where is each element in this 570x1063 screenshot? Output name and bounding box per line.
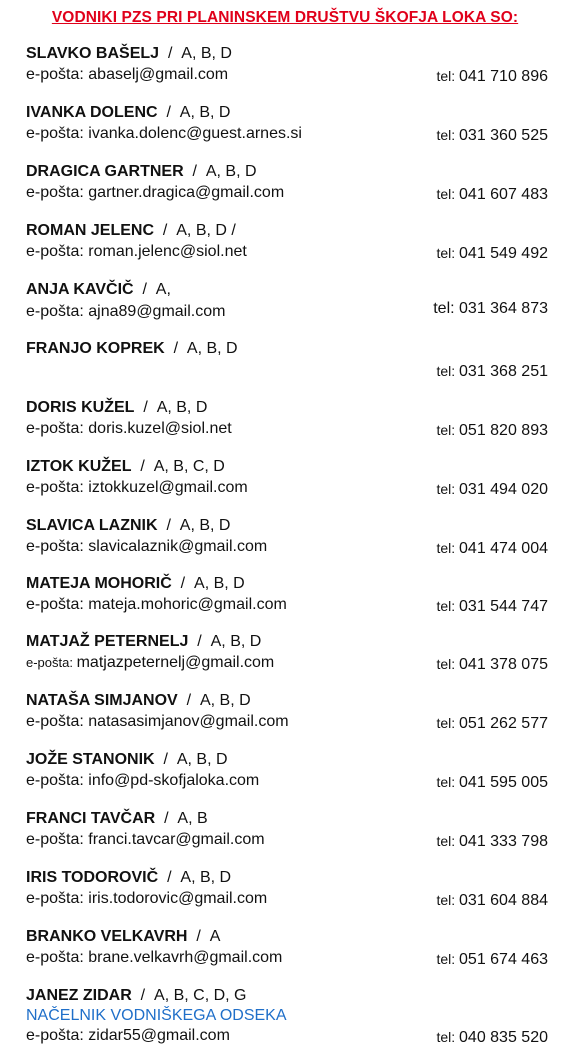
guide-name: MATJAŽ PETERNELJ (26, 633, 189, 650)
guide-email[interactable]: matjazpeternelj@gmail.com (76, 654, 275, 671)
guide-email[interactable]: mateja.mohoric@gmail.com (88, 596, 287, 613)
guide-phone[interactable]: 051 262 577 (459, 715, 548, 732)
guide-entry (26, 45, 556, 95)
email-label: e-pošta: (26, 303, 89, 320)
guide-categories: A, B, D (180, 869, 232, 886)
guide-entry (26, 928, 556, 978)
guide-categories: A, B, D (179, 104, 231, 121)
guide-entry (26, 987, 556, 1053)
phone-label: tel: (436, 363, 460, 379)
guide-entry (26, 575, 556, 625)
guide-name: FRANCI TAVČAR (26, 810, 156, 827)
guide-phone[interactable]: 041 595 005 (459, 774, 548, 791)
phone-label: tel: (436, 656, 460, 672)
guide-entry (26, 810, 556, 860)
guide-name: ANJA KAVČIČ (26, 281, 134, 298)
separator: / (187, 928, 210, 945)
separator: / (171, 575, 195, 592)
guide-role-note: NAČELNIK VODNIŠKEGA ODSEKA (26, 1007, 287, 1024)
phone-label: tel: (436, 598, 460, 614)
guide-categories: A, B, D (210, 633, 262, 650)
phone-label: tel: (436, 68, 460, 84)
guide-phone[interactable]: 031 364 873 (459, 300, 548, 317)
email-label: e-pošta: (26, 538, 89, 555)
guide-categories: A (209, 928, 221, 945)
separator: / (159, 45, 182, 62)
guide-phone[interactable]: 031 544 747 (459, 598, 548, 615)
separator: / (154, 222, 177, 239)
guide-categories: A, B, C, D, G (154, 987, 247, 1004)
guide-name: IVANKA DOLENC (26, 104, 158, 121)
guide-email[interactable]: zidar55@gmail.com (88, 1027, 230, 1044)
guide-email[interactable]: roman.jelenc@siol.net (88, 243, 247, 260)
guide-name: BRANKO VELKAVRH (26, 928, 188, 945)
guide-entry (26, 340, 556, 390)
guide-name: MATEJA MOHORIČ (26, 575, 172, 592)
guide-name: JANEZ ZIDAR (26, 987, 132, 1004)
guide-email[interactable]: doris.kuzel@siol.net (88, 420, 232, 437)
phone-label: tel: (436, 951, 460, 967)
phone-label: tel: (436, 774, 460, 790)
email-label: e-pošta: (26, 420, 89, 437)
guide-phone[interactable]: 041 333 798 (459, 833, 548, 850)
guide-email[interactable]: ajna89@gmail.com (88, 303, 226, 320)
guide-email[interactable]: slavicalaznik@gmail.com (88, 538, 268, 555)
email-label: e-pošta: (26, 655, 77, 670)
guide-entry (26, 104, 556, 154)
guide-email[interactable]: franci.tavcar@gmail.com (88, 831, 265, 848)
separator: / (133, 281, 156, 298)
guide-name: IZTOK KUŽEL (26, 458, 132, 475)
separator: / (131, 458, 154, 475)
email-label: e-pošta: (26, 949, 89, 966)
guide-name: ROMAN JELENC (26, 222, 155, 239)
separator: / (157, 517, 180, 534)
separator: / (188, 633, 211, 650)
email-label: e-pošta: (26, 184, 89, 201)
separator: / (177, 692, 200, 709)
phone-label: tel: (436, 245, 460, 261)
guide-entry (26, 633, 556, 683)
guide-phone[interactable]: 051 820 893 (459, 422, 548, 439)
guide-categories: A, B (177, 810, 208, 827)
guide-categories: A, B, D (156, 399, 208, 416)
guide-entry (26, 222, 556, 272)
guide-name: SLAVKO BAŠELJ (26, 45, 160, 62)
guide-entry (26, 751, 556, 801)
email-label: e-pošta: (26, 890, 89, 907)
guide-phone[interactable]: 031 368 251 (459, 363, 548, 380)
guide-categories: A, B, D / (176, 222, 236, 239)
guide-entry (26, 458, 556, 508)
guide-phone[interactable]: 041 378 075 (459, 656, 548, 673)
guide-email[interactable]: gartner.dragica@gmail.com (88, 184, 285, 201)
guide-email[interactable]: iztokkuzel@gmail.com (88, 479, 248, 496)
guide-email[interactable]: abaselj@gmail.com (88, 66, 229, 83)
guide-phone[interactable]: 031 604 884 (459, 892, 548, 909)
guide-email[interactable]: brane.velkavrh@gmail.com (88, 949, 283, 966)
separator: / (155, 810, 178, 827)
guide-phone[interactable]: 031 360 525 (459, 127, 548, 144)
guide-name: IRIS TODOROVIČ (26, 869, 159, 886)
email-label: e-pošta: (26, 479, 89, 496)
guide-phone[interactable]: 041 607 483 (459, 186, 548, 203)
separator: / (158, 869, 181, 886)
email-label: e-pošta: (26, 772, 89, 789)
guide-email[interactable]: natasasimjanov@gmail.com (88, 713, 289, 730)
email-label: e-pošta: (26, 66, 89, 83)
phone-label: tel: (433, 300, 460, 317)
separator: / (157, 104, 180, 121)
guide-name: SLAVICA LAZNIK (26, 517, 158, 534)
guide-categories: A, B, D (181, 45, 232, 62)
separator: / (183, 163, 206, 180)
guide-phone[interactable]: 041 710 896 (459, 68, 548, 85)
guide-categories: A, B, D (186, 340, 238, 357)
guide-categories: A, B, D (205, 163, 257, 180)
phone-label: tel: (436, 540, 460, 556)
guide-entry (26, 869, 556, 919)
guide-entry (26, 281, 556, 331)
guide-phone[interactable]: 031 494 020 (459, 481, 548, 498)
guide-name: NATAŠA SIMJANOV (26, 692, 178, 709)
phone-label: tel: (436, 833, 460, 849)
guide-email[interactable]: ivanka.dolenc@guest.arnes.si (88, 125, 302, 142)
email-label: e-pošta: (26, 596, 89, 613)
separator: / (131, 987, 155, 1004)
guide-name: JOŽE STANONIK (26, 751, 155, 768)
guide-name: DORIS KUŽEL (26, 399, 135, 416)
guide-email[interactable]: info@pd-skofjaloka.com (88, 772, 260, 789)
guide-phone[interactable]: 040 835 520 (459, 1029, 548, 1046)
guide-entry (26, 399, 556, 449)
email-label: e-pošta: (26, 243, 89, 260)
guide-phone[interactable]: 041 474 004 (459, 540, 548, 557)
separator: / (154, 751, 177, 768)
guide-email[interactable]: iris.todorovic@gmail.com (88, 890, 268, 907)
phone-label: tel: (436, 422, 460, 438)
phone-label: tel: (436, 1029, 460, 1045)
guide-entry (26, 517, 556, 567)
guide-name: FRANJO KOPREK (26, 340, 165, 357)
email-label: e-pošta: (26, 831, 89, 848)
guide-categories: A, B, D (179, 517, 231, 534)
guide-categories: A, (155, 281, 171, 298)
guide-entry (26, 163, 556, 213)
email-label: e-pošta: (26, 713, 89, 730)
guide-categories: A, B, D (176, 751, 228, 768)
phone-label: tel: (436, 127, 460, 143)
phone-label: tel: (436, 481, 460, 497)
guide-categories: A, B, C, D (153, 458, 225, 475)
guide-categories: A, B, D (194, 575, 245, 592)
guide-phone[interactable]: 041 549 492 (459, 245, 548, 262)
guide-categories: A, B, D (199, 692, 251, 709)
email-label: e-pošta: (26, 1027, 89, 1044)
guide-entry (26, 692, 556, 742)
email-label: e-pošta: (26, 125, 89, 142)
separator: / (134, 399, 157, 416)
page-title: VODNIKI PZS PRI PLANINSKEM DRUŠTVU ŠKOFJA LOKA SO: (51, 9, 519, 26)
guide-name: DRAGICA GARTNER (26, 163, 184, 180)
phone-label: tel: (436, 892, 460, 908)
separator: / (164, 340, 187, 357)
guide-phone[interactable]: 051 674 463 (459, 951, 548, 968)
phone-label: tel: (436, 715, 460, 731)
phone-label: tel: (436, 186, 460, 202)
